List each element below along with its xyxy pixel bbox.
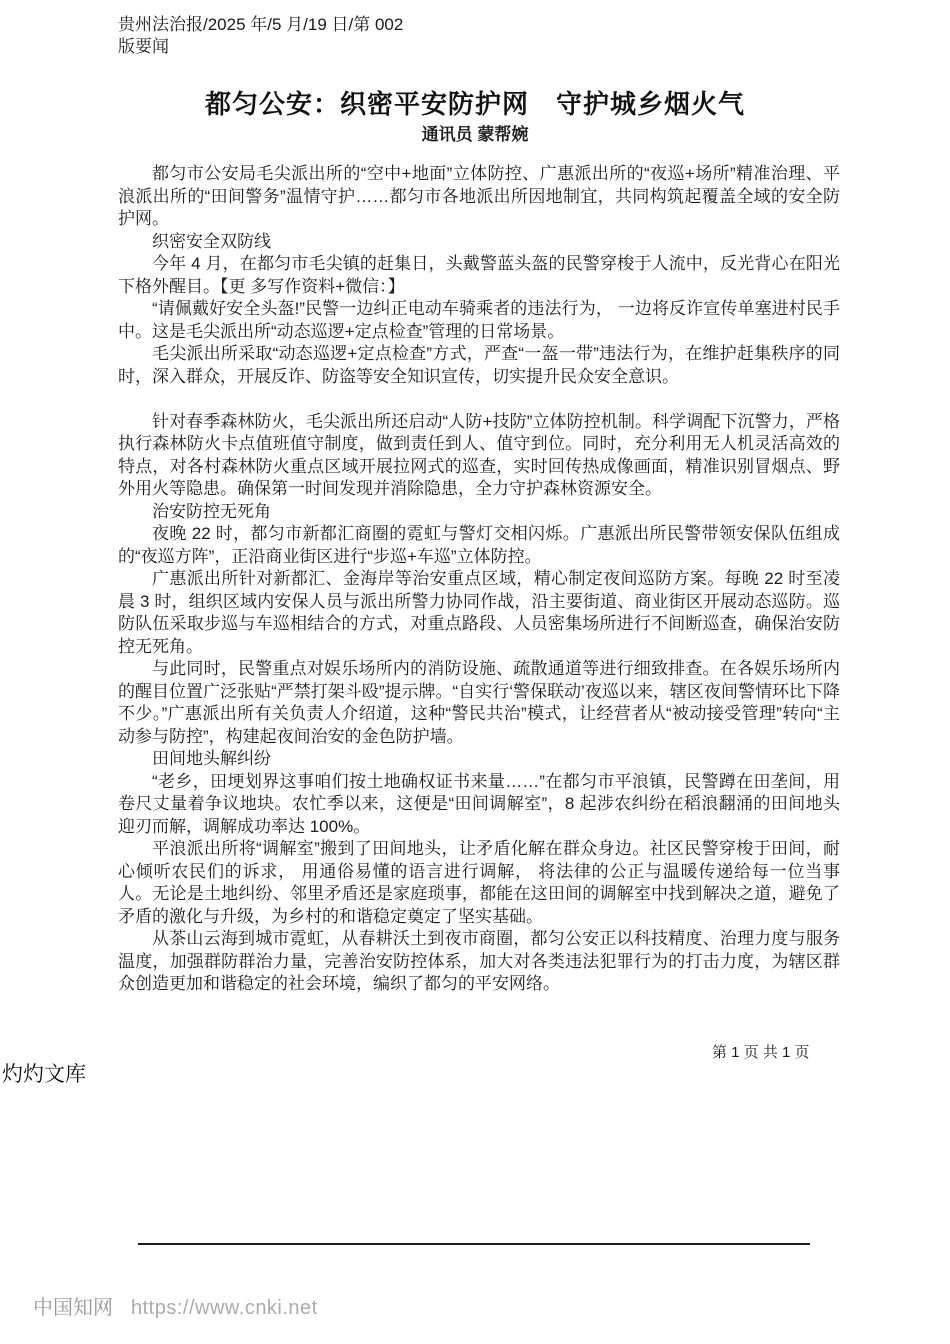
cnki-url-text: https://www.cnki.net bbox=[131, 1297, 318, 1319]
section-subheading: 治安防控无死角 bbox=[152, 501, 271, 521]
source-citation-line1: 贵州法治报/2025 年/5 月/19 日/第 002 bbox=[118, 15, 404, 34]
page-indicator: 第 1 页 共 1 页 bbox=[712, 1044, 810, 1061]
article-title: 都匀公安：织密平安防护网 守护城乡烟火气 bbox=[204, 89, 745, 119]
article-byline: 通讯员 蒙帮婉 bbox=[421, 125, 529, 144]
article-paragraph: 与此同时，民警重点对娱乐场所内的消防设施、疏散通道等进行细致排查。在各娱乐场所内的醒目位置广泛张贴“严禁打架斗殴”提示牌。“自实行‘警保联动’夜巡以来，辖区夜间警情环比下降不少。”广惠派出所有关负责人介绍道，这种“警民共治”模式，让经营者从“被动接受管理”转向“主动参与防控”，构建起夜间治安的金色防护墙。 bbox=[118, 659, 840, 746]
cnki-brand-label: 中国知网 bbox=[33, 1297, 113, 1319]
article-paragraph: 从茶山云海到城市霓虹，从春耕沃土到夜市商圈，都匀公安正以科技精度、治理力度与服务温度，加强群防群治力量，完善治安防控体系，加大对各类违法犯罪行为的打击力度，为辖区群众创造更加和谐稳定的社会环境，编织了都匀的平安网络。 bbox=[118, 929, 840, 993]
article-paragraph: 今年 4 月，在都匀市毛尖镇的赶集日，头戴警蓝头盔的民警穿梭于人流中，反光背心在阳光下格外醒目。【更 多写作资料+微信：】 bbox=[118, 254, 840, 296]
article-paragraph: 平浪派出所将“调解室”搬到了田间地头，让矛盾化解在群众身边。社区民警穿梭于田间，耐心倾听农民们的诉求， 用通俗易懂的语言进行调解， 将法律的公正与温暖传递给每一位当事人。无论是土地纠纷、邻里矛盾还是家庭琐事，都能在这田间的调解室中找到解决之道，避免了矛盾的激化与升级，为乡村的和谐稳定奠定了坚实基础。 bbox=[118, 839, 840, 926]
article-paragraph: 针对春季森林防火，毛尖派出所还启动“人防+技防”立体防控机制。科学调配下沉警力，严格执行森林防火卡点值班值守制度，做到责任到人、值守到位。同时，充分利用无人机灵活高效的特点，对各村森林防火重点区域开展拉网式的巡查，实时回传热成像画面，精准识别冒烟点、野外用火等隐患。确保第一时间发现并消除隐患，全力守护森林资源安全。 bbox=[118, 411, 840, 498]
footer-divider-line bbox=[138, 1243, 810, 1245]
section-subheading: 织密安全双防线 bbox=[152, 231, 271, 251]
blank-line bbox=[118, 388, 840, 411]
article-paragraph: 都匀市公安局毛尖派出所的“空中+地面”立体防控、广惠派出所的“夜巡+场所”精准治理、平浪派出所的“田间警务”温情守护……都匀市各地派出所因地制宜，共同构筑起覆盖全域的安全防护网。 bbox=[118, 164, 840, 228]
cnki-footer bbox=[33, 1291, 318, 1320]
library-watermark: 灼灼文库 bbox=[2, 1063, 86, 1086]
article-body bbox=[118, 163, 840, 996]
article-paragraph: 广惠派出所针对新都汇、金海岸等治安重点区域，精心制定夜间巡防方案。每晚 22 时至凌晨 3 时，组织区域内安保人员与派出所警力协同作战，沿主要街道、商业街区开展动态巡防。巡防队伍采取步巡与车巡相结合的方式，对重点路段、人员密集场所进行不间断巡查，确保治安防控无死角。 bbox=[118, 569, 840, 656]
article-paragraph: “老乡，田埂划界这事咱们按土地确权证书来量……”在都匀市平浪镇，民警蹲在田垄间，用卷尺丈量着争议地块。农忙季以来，这便是“田间调解室”，8 起涉农纠纷在稻浪翻涌的田间地头迎刃而解，调解成功率达 100%。 bbox=[118, 771, 840, 836]
article-paragraph: 夜晚 22 时，都匀市新都汇商圈的霓虹与警灯交相闪烁。广惠派出所民警带领安保队伍组成的“夜巡方阵”，正沿商业街区进行“步巡+车巡”立体防控。 bbox=[118, 524, 840, 566]
section-subheading: 田间地头解纠纷 bbox=[152, 749, 271, 768]
article-paragraph: 毛尖派出所采取“动态巡逻+定点检查”方式，严查“一盔一带”违法行为，在维护赶集秩序的同时，深入群众，开展反诈、防盗等安全知识宣传，切实提升民众安全意识。 bbox=[118, 344, 840, 386]
article-paragraph: “请佩戴好安全头盔!”民警一边纠正电动车骑乘者的违法行为， 一边将反诈宣传单塞进村民手中。这是毛尖派出所“动态巡逻+定点检查”管理的日常场景。 bbox=[118, 299, 840, 341]
source-citation bbox=[118, 14, 403, 58]
source-citation-line2: 版要闻 bbox=[118, 37, 169, 56]
